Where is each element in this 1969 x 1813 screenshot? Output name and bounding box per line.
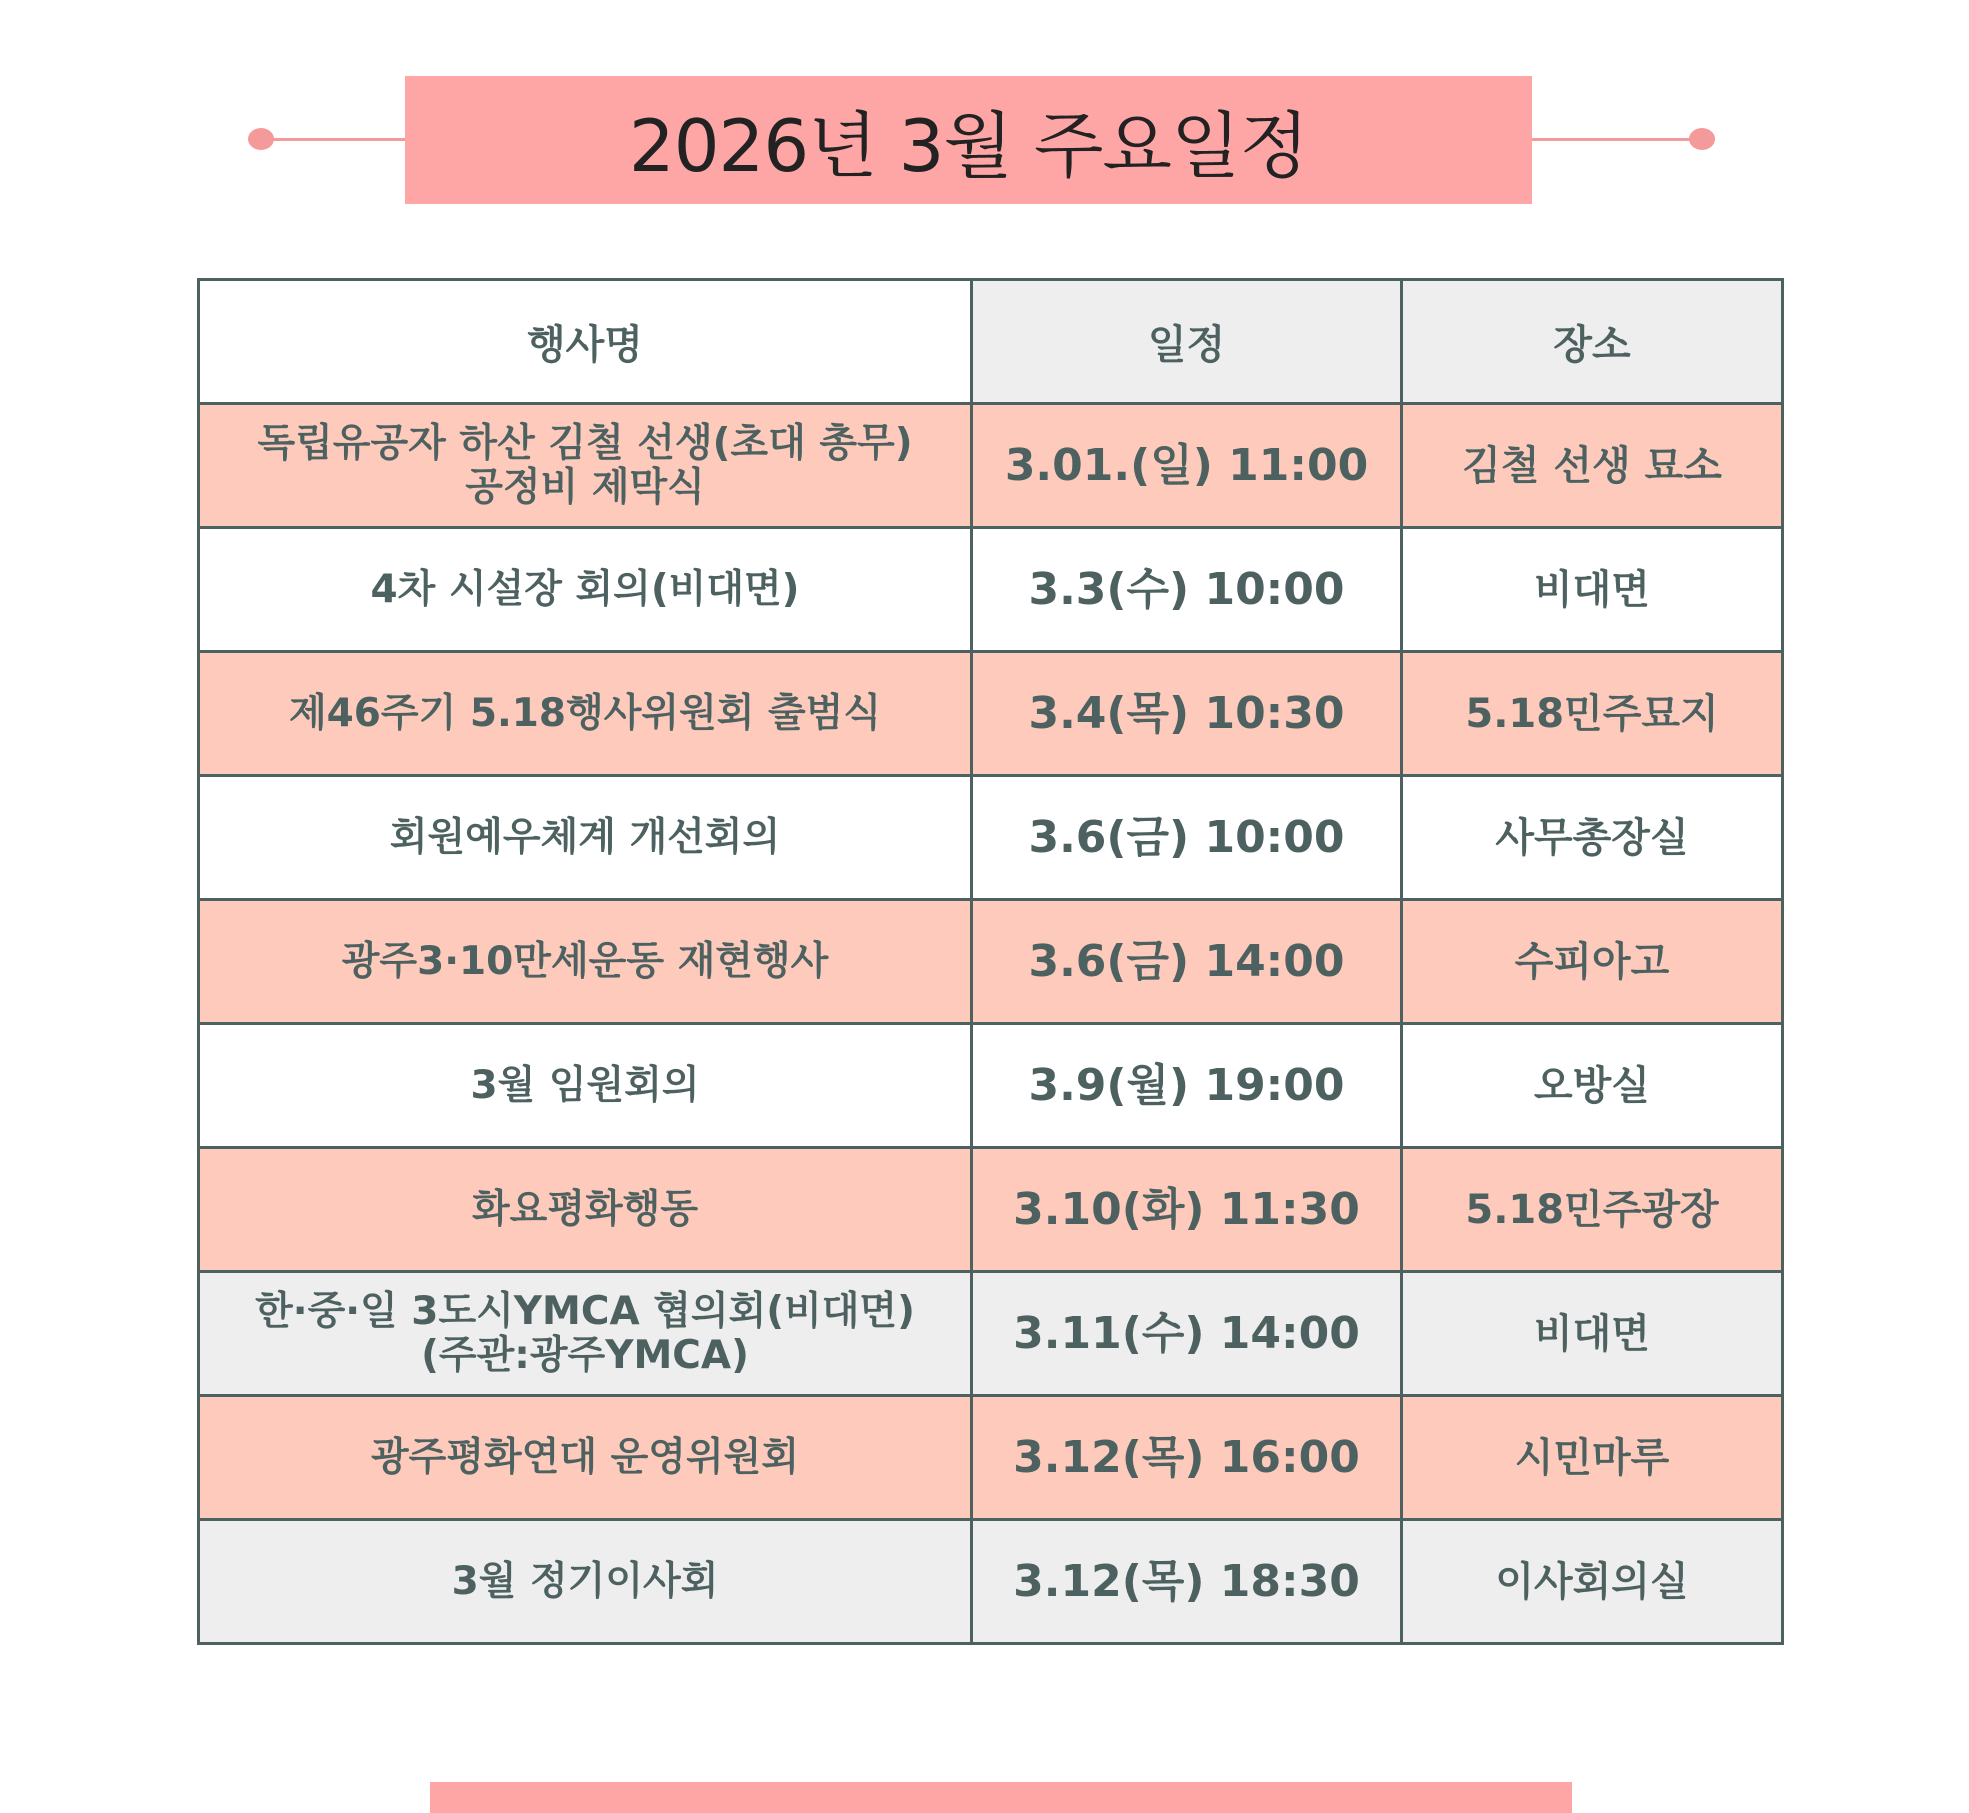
decorative-dot-right: [1689, 128, 1715, 150]
schedule-table: [197, 278, 1784, 1645]
event-name-cell: 3월 임원회의: [199, 1024, 972, 1148]
event-place-cell: 오방실: [1402, 1024, 1783, 1148]
page-title: 2026년 3월 주요일정: [628, 104, 1309, 188]
event-time-cell: 3.10(화) 11:30: [972, 1148, 1402, 1272]
event-name-cell: 회원예우체계 개선회의: [199, 776, 972, 900]
event-name-cell: 3월 정기이사회: [199, 1520, 972, 1644]
table-row: [199, 652, 1783, 776]
event-time-cell: 3.12(목) 16:00: [972, 1396, 1402, 1520]
table-row: [199, 404, 1783, 528]
decorative-dot-left: [248, 128, 274, 150]
event-time-cell: 3.12(목) 18:30: [972, 1520, 1402, 1644]
event-name-cell: 제46주기 5.18행사위원회 출범식: [199, 652, 972, 776]
event-time-cell: 3.6(금) 14:00: [972, 900, 1402, 1024]
table-header-row: [199, 280, 1783, 404]
title-banner: [0, 0, 1969, 230]
table-row: [199, 1024, 1783, 1148]
event-place-cell: 비대면: [1402, 1272, 1783, 1396]
event-place-cell: 5.18민주묘지: [1402, 652, 1783, 776]
table-row: [199, 528, 1783, 652]
table-row: [199, 1148, 1783, 1272]
event-time-cell: 3.3(수) 10:00: [972, 528, 1402, 652]
event-time-cell: 3.6(금) 10:00: [972, 776, 1402, 900]
table-row: [199, 1520, 1783, 1644]
event-name-cell: 광주평화연대 운영위원회: [199, 1396, 972, 1520]
event-place-cell: 5.18민주광장: [1402, 1148, 1783, 1272]
header-schedule: 일정: [972, 280, 1402, 404]
event-place-cell: 이사회의실: [1402, 1520, 1783, 1644]
event-place-cell: 시민마루: [1402, 1396, 1783, 1520]
event-time-cell: 3.9(월) 19:00: [972, 1024, 1402, 1148]
event-place-cell: 비대면: [1402, 528, 1783, 652]
table-row: [199, 776, 1783, 900]
decorative-line-right: [1530, 138, 1700, 141]
event-name-cell: 독립유공자 하산 김철 선생(초대 총무) 공정비 제막식: [199, 404, 972, 528]
event-name-cell: 한·중·일 3도시YMCA 협의회(비대면) (주관:광주YMCA): [199, 1272, 972, 1396]
bottom-decorative-bar: [430, 1782, 1572, 1813]
event-name-cell: 광주3·10만세운동 재현행사: [199, 900, 972, 1024]
event-place-cell: 사무총장실: [1402, 776, 1783, 900]
event-name-cell: 4차 시설장 회의(비대면): [199, 528, 972, 652]
header-event-name: 행사명: [199, 280, 972, 404]
event-time-cell: 3.11(수) 14:00: [972, 1272, 1402, 1396]
event-name-cell: 화요평화행동: [199, 1148, 972, 1272]
table-row: [199, 1272, 1783, 1396]
table-row: [199, 1396, 1783, 1520]
event-place-cell: 수피아고: [1402, 900, 1783, 1024]
header-place: 장소: [1402, 280, 1783, 404]
event-time-cell: 3.01.(일) 11:00: [972, 404, 1402, 528]
event-time-cell: 3.4(목) 10:30: [972, 652, 1402, 776]
title-box: [405, 76, 1532, 204]
event-place-cell: 김철 선생 묘소: [1402, 404, 1783, 528]
decorative-line-left: [262, 138, 407, 141]
table-row: [199, 900, 1783, 1024]
